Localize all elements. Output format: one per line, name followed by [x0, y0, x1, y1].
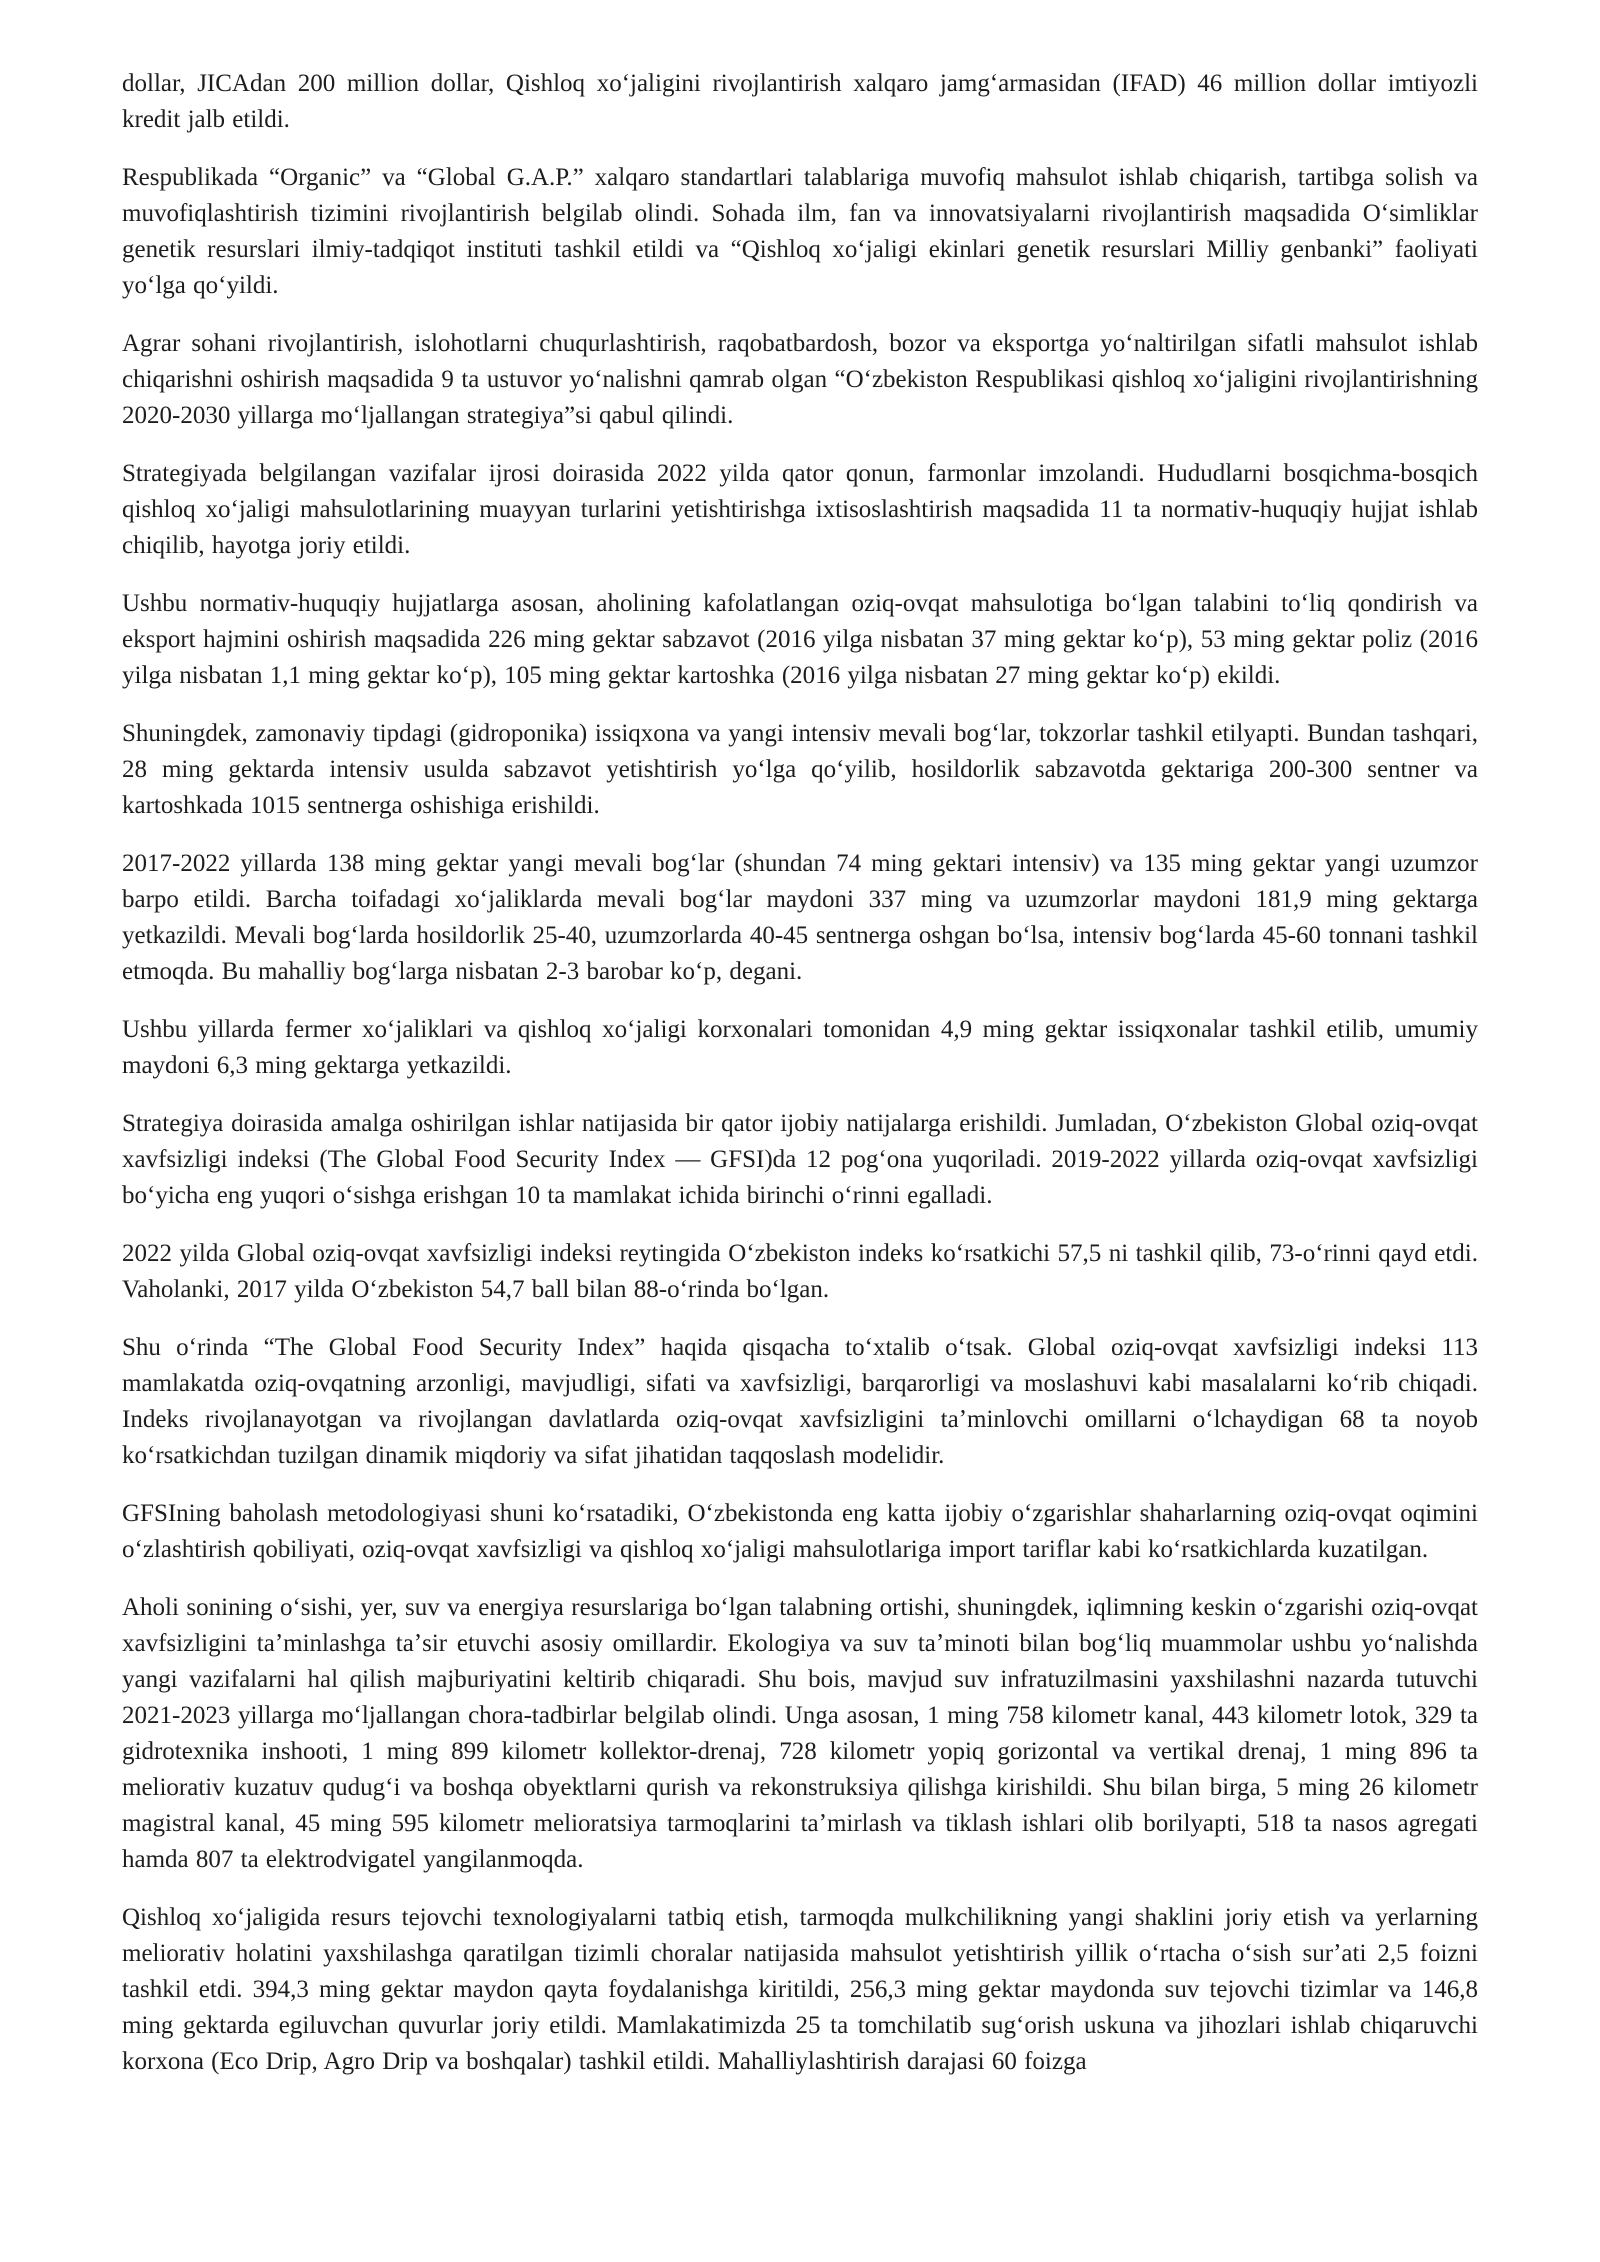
paragraph: Aholi sonining oʻsishi, yer, suv va energiya resurslariga boʻlgan talabning ortishi, shuningdek, iqlimning keskin oʻzgarishi oziq-ovqat xavfsizligini taʼminlashga taʼsir etuvchi asosiy omillardir. Ekologiya va suv taʼminoti bilan bogʻliq muammolar ushbu yoʻnalishda yangi vazifalarni hal qilish majburiyatini keltirib chiqaradi. Shu bois, mavjud suv infratuzilmasini yaxshilashni nazarda tutuvchi 2021-2023 yillarga moʻljallangan chora-tadbirlar belgilab olindi. Unga asosan, 1 ming 758 kilometr kanal, 443 kilometr lotok, 329 ta gidrotexnika inshooti, 1 ming 899 kilometr kollektor-drenaj, 728 kilometr yopiq gorizontal va vertikal drenaj, 1 ming 896 ta meliorativ kuzatuv qudugʻi va boshqa obyektlarni qurish va rekonstruksiya qilishga kirishildi. Shu bilan birga, 5 ming 26 kilometr magistral kanal, 45 ming 595 kilometr melioratsiya tarmoqlarini taʼmirlash va tiklash ishlari olib borilyapti, 518 ta nasos agregati hamda 807 ta elektrodvigatel yangilanmoqda. — [122, 1594, 1478, 1873]
paragraph: Agrar sohani rivojlantirish, islohotlarni chuqurlashtirish, raqobatbardosh, bozor va eksportga yoʻnaltirilgan sifatli mahsulot ishlab chiqarishni oshirish maqsadida 9 ta ustuvor yoʻnalishni qamrab olgan “Oʻzbekiston Respublikasi qishloq xoʻjaligini rivojlantirishning 2020-2030 yillarga moʻljallangan strategiya”si qabul qilindi. — [122, 330, 1478, 429]
paragraph: 2022 yilda Global oziq-ovqat xavfsizligi indeksi reytingida Oʻzbekiston indeks koʻrsatkichi 57,5 ni tashkil qilib, 73-oʻrinni qayd etdi. Vaholanki, 2017 yilda Oʻzbekiston 54,7 ball bilan 88-oʻrinda boʻlgan. — [122, 1240, 1478, 1303]
paragraph: Qishloq xoʻjaligida resurs tejovchi texnologiyalarni tatbiq etish, tarmoqda mulkchilikning yangi shaklini joriy etish va yerlarning meliorativ holatini yaxshilashga qaratilgan tizimli choralar natijasida mahsulot yetishtirish yillik oʻrtacha oʻsish surʼati 2,5 foizni tashkil etdi. 394,3 ming gektar maydon qayta foydalanishga kiritildi, 256,3 ming gektar maydonda suv tejovchi tizimlar va 146,8 ming gektarda egiluvchan quvurlar joriy etildi. Mamlakatimizda 25 ta tomchilatib sugʻorish uskuna va jihozlari ishlab chiqaruvchi korxona (Eco Drip, Agro Drip va boshqalar) tashkil etildi. Mahalliylashtirish darajasi 60 foizga — [122, 1904, 1478, 2075]
paragraph: 2017-2022 yillarda 138 ming gektar yangi mevali bogʻlar (shundan 74 ming gektari intensiv) va 135 ming gektar yangi uzumzor barpo etildi. Barcha toifadagi xoʻjaliklarda mevali bogʻlar maydoni 337 ming va uzumzorlar maydoni 181,9 ming gektarga yetkazildi. Mevali bogʻlarda hosildorlik 25-40, uzumzorlarda 40-45 sentnerga oshgan boʻlsa, intensiv bogʻlarda 45-60 tonnani tashkil etmoqda. Bu mahalliy bogʻlarga nisbatan 2-3 barobar koʻp, degani. — [122, 850, 1478, 985]
paragraph: dollar, JICAdan 200 million dollar, Qishloq xoʻjaligini rivojlantirish xalqaro jamgʻarmasidan (IFAD) 46 million dollar imtiyozli kredit jalb etildi. — [122, 70, 1478, 133]
paragraph: Shu oʻrinda “The Global Food Security Index” haqida qisqacha toʻxtalib oʻtsak. Global oziq-ovqat xavfsizligi indeksi 113 mamlakatda oziq-ovqatning arzonligi, mavjudligi, sifati va xavfsizligi, barqarorligi va moslashuvi kabi masalalarni koʻrib chiqadi. Indeks rivojlanayotgan va rivojlangan davlatlarda oziq-ovqat xavfsizligini taʼminlovchi omillarni oʻlchaydigan 68 ta noyob koʻrsatkichdan tuzilgan dinamik miqdoriy va sifat jihatidan taqqoslash modelidir. — [122, 1334, 1478, 1469]
paragraph: Respublikada “Organic” va “Global G.A.P.” xalqaro standartlari talablariga muvofiq mahsulot ishlab chiqarish, tartibga solish va muvofiqlashtirish tizimini rivojlantirish belgilab olindi. Sohada ilm, fan va innovatsiyalarni rivojlantirish maqsadida Oʻsimliklar genetik resurslari ilmiy-tadqiqot instituti tashkil etildi va “Qishloq xoʻjaligi ekinlari genetik resurslari Milliy genbanki” faoliyati yoʻlga qoʻyildi. — [122, 164, 1478, 299]
paragraph: Strategiya doirasida amalga oshirilgan ishlar natijasida bir qator ijobiy natijalarga erishildi. Jumladan, Oʻzbekiston Global oziq-ovqat xavfsizligi indeksi (The Global Food Security Index — GFSI)da 12 pogʻona yuqoriladi. 2019-2022 yillarda oziq-ovqat xavfsizligi boʻyicha eng yuqori oʻsishga erishgan 10 ta mamlakat ichida birinchi oʻrinni egalladi. — [122, 1110, 1478, 1209]
paragraph: GFSIning baholash metodologiyasi shuni koʻrsatadiki, Oʻzbekistonda eng katta ijobiy oʻzgarishlar shaharlarning oziq-ovqat oqimini oʻzlashtirish qobiliyati, oziq-ovqat xavfsizligi va qishloq xoʻjaligi mahsulotlariga import tariflar kabi koʻrsatkichlarda kuzatilgan. — [122, 1500, 1478, 1563]
paragraph: Shuningdek, zamonaviy tipdagi (gidroponika) issiqxona va yangi intensiv mevali bogʻlar, tokzorlar tashkil etilyapti. Bundan tashqari, 28 ming gektarda intensiv usulda sabzavot yetishtirish yoʻlga qoʻyilib, hosildorlik sabzavotda gektariga 200-300 sentner va kartoshkada 1015 sentnerga oshishiga erishildi. — [122, 720, 1478, 819]
paragraph: Strategiyada belgilangan vazifalar ijrosi doirasida 2022 yilda qator qonun, farmonlar imzolandi. Hududlarni bosqichma-bosqich qishloq xoʻjaligi mahsulotlarining muayyan turlarini yetishtirishga ixtisoslashtirish maqsadida 11 ta normativ-huquqiy hujjat ishlab chiqilib, hayotga joriy etildi. — [122, 460, 1478, 559]
text-column — [122, 66, 1478, 2080]
paragraph: Ushbu normativ-huquqiy hujjatlarga asosan, aholining kafolatlangan oziq-ovqat mahsulotiga boʻlgan talabini toʻliq qondirish va eksport hajmini oshirish maqsadida 226 ming gektar sabzavot (2016 yilga nisbatan 37 ming gektar koʻp), 53 ming gektar poliz (2016 yilga nisbatan 1,1 ming gektar koʻp), 105 ming gektar kartoshka (2016 yilga nisbatan 27 ming gektar koʻp) ekildi. — [122, 590, 1478, 689]
paragraph: Ushbu yillarda fermer xoʻjaliklari va qishloq xoʻjaligi korxonalari tomonidan 4,9 ming gektar issiqxonalar tashkil etilib, umumiy maydoni 6,3 ming gektarga yetkazildi. — [122, 1016, 1478, 1079]
